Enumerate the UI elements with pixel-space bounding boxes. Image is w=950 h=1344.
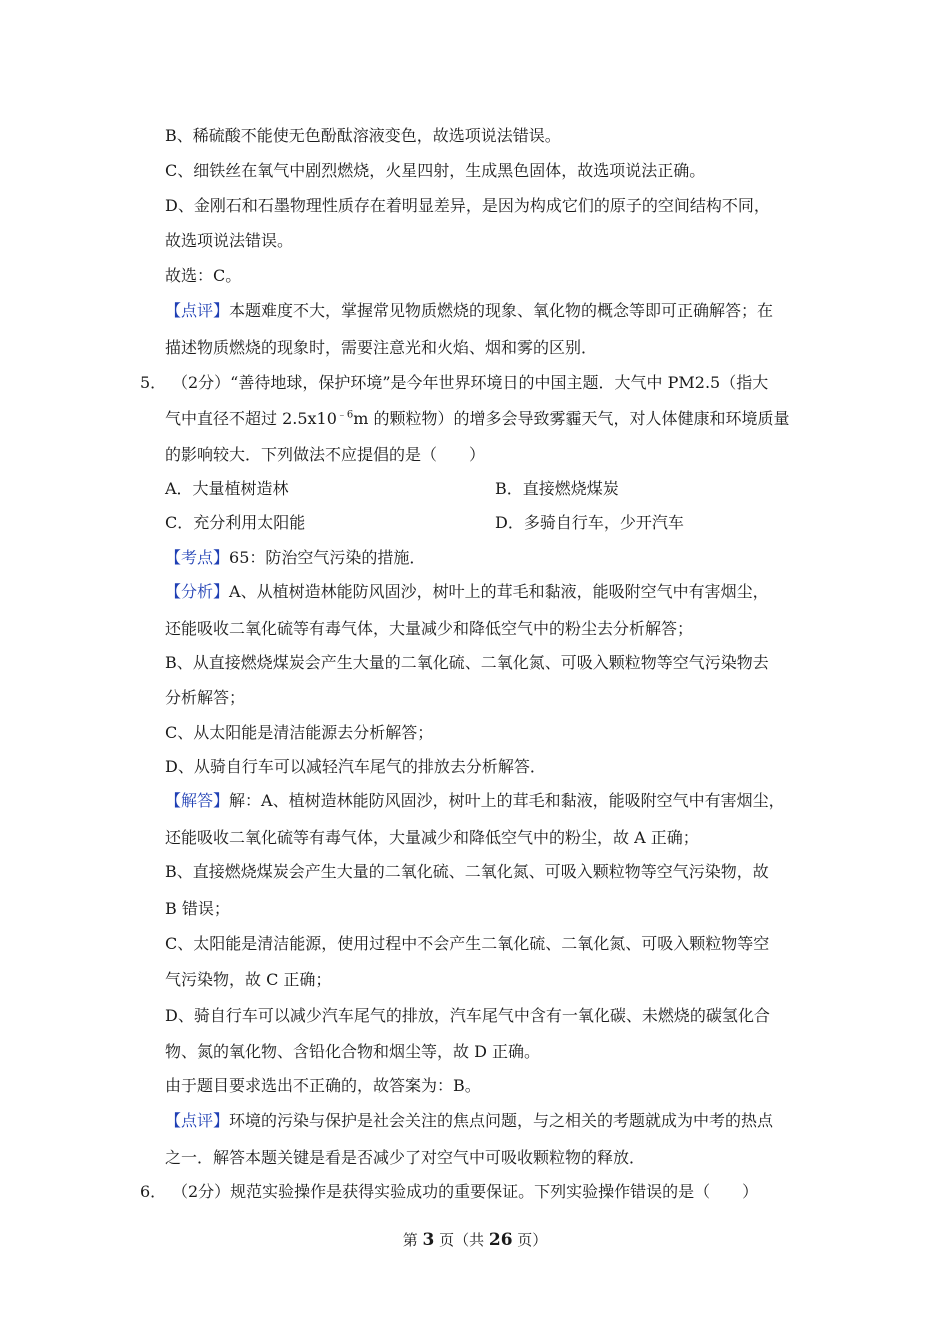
kaodian-tag: 【考点】: [165, 548, 230, 567]
question-number: 5．: [140, 373, 167, 392]
text-line: 还能吸收二氧化硫等有毒气体，大量减少和降低空气中的粉尘去分析解答；: [165, 619, 694, 638]
text-line: D、从骑自行车可以减轻汽车尾气的排放去分析解答．: [165, 757, 546, 776]
text-line: 之一．解答本题关键是看是否减少了对空气中可吸收颗粒物的释放．: [165, 1148, 646, 1167]
text-line: B 错误；: [165, 899, 230, 918]
comment-tag: 【点评】: [165, 1111, 230, 1130]
question-stem: 气中直径不超过 $2.5x10^{﹣6}m$ 的颗粒物）的增多会导致雾霾天气，对人体健康和环境质量: [165, 409, 790, 428]
text-line: 气污染物，故 C 正确；: [165, 970, 332, 989]
kaodian-line: 【考点】65：防治空气污染的措施．: [165, 548, 426, 567]
text-line: C、太阳能是清洁能源，使用过程中不会产生二氧化硫、二氧化氮、可吸入颗粒物等空: [165, 934, 770, 953]
text-line: 描述物质燃烧的现象时，需要注意光和火焰、烟和雾的区别．: [165, 338, 598, 357]
text-line: B、稀硫酸不能使无色酚酞溶液变色，故选项说法错误。: [165, 126, 561, 145]
option-d: D．多骑自行车，少开汽车: [495, 513, 684, 532]
jieda-line: 【解答】解：A、植树造林能防风固沙，树叶上的茸毛和黏液，能吸附空气中有害烟尘，: [165, 791, 785, 810]
page-footer: 第 3 页（共 26 页）: [402, 1230, 548, 1250]
text-line: B、直接燃烧煤炭会产生大量的二氧化硫、二氧化氮、可吸入颗粒物等空气污染物，故: [165, 862, 769, 881]
question-stem: （2分）“善待地球，保护环境”是今年世界环境日的中国主题．大气中 PM2.5（指大: [172, 373, 769, 392]
fenxi-tag: 【分析】: [165, 582, 230, 601]
question-stem: 的影响较大．下列做法不应提倡的是（ ）: [165, 445, 486, 464]
text-line: 分析解答；: [165, 688, 246, 707]
text-line: C、细铁丝在氧气中剧烈燃烧，火星四射，生成黑色固体，故选项说法正确。: [165, 161, 706, 180]
text-line: 物、氮的氧化物、含铅化合物和烟尘等，故 D 正确。: [165, 1042, 541, 1061]
option-c: C．充分利用太阳能: [165, 513, 306, 532]
text-line: 故选：C。: [165, 266, 242, 285]
comment-tag: 【点评】: [165, 301, 230, 320]
text-line: D、金刚石和石墨物理性质存在着明显差异，是因为构成它们的原子的空间结构不同，: [165, 196, 770, 215]
text-line: B、从直接燃烧煤炭会产生大量的二氧化硫、二氧化氮、可吸入颗粒物等空气污染物去: [165, 653, 769, 672]
text-line: 由于题目要求选出不正确的，故答案为：B。: [165, 1076, 481, 1095]
comment-line: 【点评】本题难度不大，掌握常见物质燃烧的现象、氧化物的概念等即可正确解答；在: [165, 301, 774, 320]
page-total: 26: [488, 1230, 513, 1250]
text-line: D、骑自行车可以减少汽车尾气的排放，汽车尾气中含有一氧化碳、未燃烧的碳氢化合: [165, 1006, 770, 1025]
fenxi-line: 【分析】A、从植树造林能防风固沙，树叶上的茸毛和黏液，能吸附空气中有害烟尘，: [165, 582, 769, 601]
question-stem: （2分）规范实验操作是获得实验成功的重要保证。下列实验操作错误的是（ ）: [172, 1182, 759, 1201]
jieda-tag: 【解答】: [165, 791, 230, 810]
option-b: B．直接燃烧煤炭: [495, 479, 619, 498]
text-line: 还能吸收二氧化硫等有毒气体，大量减少和降低空气中的粉尘，故 A 正确；: [165, 828, 699, 847]
page-number: 3: [422, 1230, 435, 1250]
text-line: 故选项说法错误。: [165, 231, 294, 250]
option-a: A．大量植树造林: [165, 479, 289, 498]
comment-line: 【点评】环境的污染与保护是社会关注的焦点问题，与之相关的考题就成为中考的热点: [165, 1111, 774, 1130]
text-line: C、从太阳能是清洁能源去分析解答；: [165, 723, 434, 742]
question-number: 6．: [140, 1182, 167, 1201]
